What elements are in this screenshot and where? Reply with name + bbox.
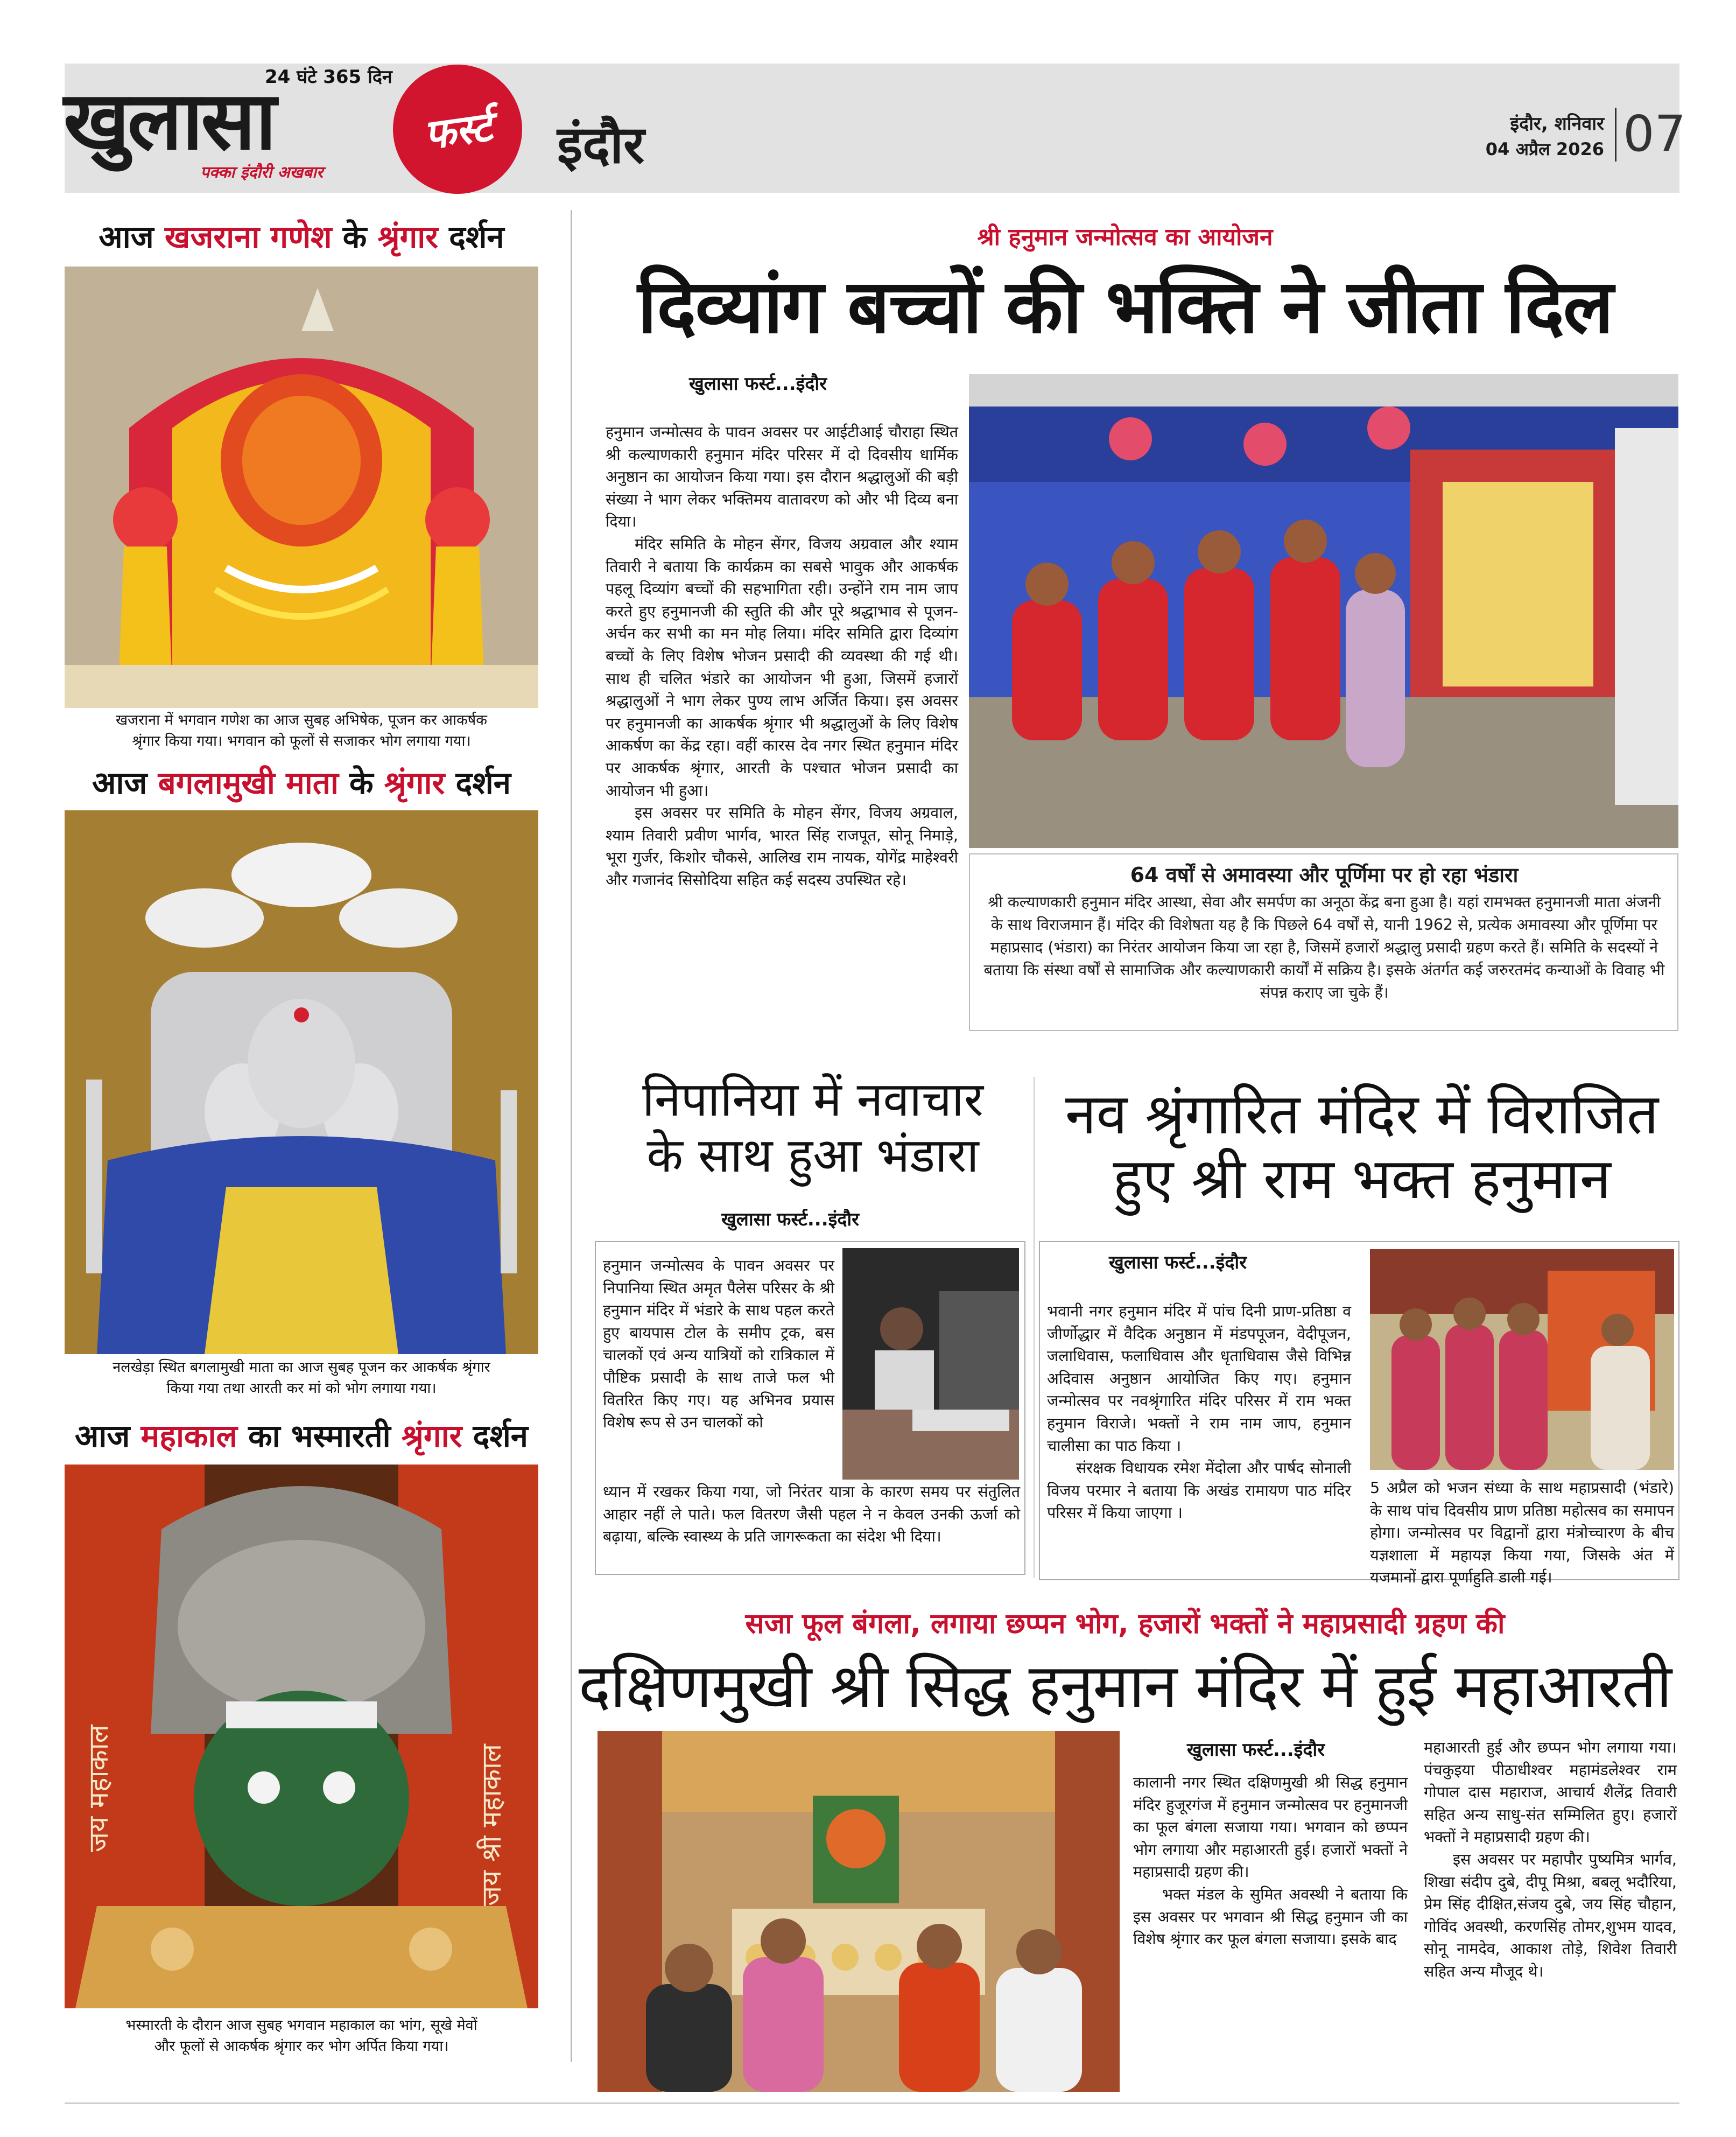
story4-photo (598, 1731, 1120, 2092)
newspaper-logo: खुलासा (64, 74, 275, 168)
khajrana-ganesh-photo (65, 267, 538, 708)
story4-paragraph: कालानी नगर स्थित दक्षिणमुखी श्री सिद्ध हनुमान मंदिर हुजूरगंज में हनुमान जन्मोत्सव पर हनुमानजी का फूल बंगला सजाया गया। भगवान को छप्पन भोग लगाया और महाआरती हुई। हजारों भक्तों ने महाप्रसादी ग्रहण की। (1133, 1773, 1408, 1881)
bottom-rule (65, 2103, 1679, 2104)
story1-body (606, 421, 958, 891)
story3-paragraph: भवानी नगर हनुमान मंदिर में पांच दिनी प्राण-प्रतिष्ठा व जीर्णोद्धार में वैदिक अनुष्ठान में मंडपपूजन, वेदीपूजन, जलाधिवास, फलाधिवास और धृताधिवास जैसे विभिन्न अदिवास अनुष्ठान आयोजित किए गए। हनुमान जन्मोत्सव पर नवश्रृंगारित मंदिर परिसर में राम भक्त हनुमान विराजे। भक्तों ने राम नाम जाप, हनुमान चालीसा का पाठ किया । (1047, 1302, 1351, 1455)
story4-headline: दक्षिणमुखी श्री सिद्ध हनुमान मंदिर में हुई महाआरती (578, 1651, 1672, 1721)
story3-body (1047, 1300, 1351, 1524)
story4-body-col2 (1424, 1736, 1677, 1983)
story3-byline: खुलासा फर्स्ट...इंदौर (1109, 1252, 1247, 1273)
page-number: 07 (1623, 105, 1686, 163)
story4-paragraph: महाआरती हुई और छप्पन भोग लगाया गया। पंचकुइया पीठाधीश्वर महामंडलेश्वर राम गोपाल दास महाराज, आचार्य शैलेंद्र तिवारी सहित अन्य साधु-संत सम्मिलित हुए। हजारों भक्तों ने महाप्रसादी ग्रहण की। (1424, 1738, 1677, 1846)
story3-headline: नव श्रृंगारित मंदिर में विराजित हुए श्री राम भक्त हनुमान (1065, 1081, 1659, 1211)
masthead-divider (1615, 108, 1616, 162)
masthead-tagline: 24 घंटे 365 दिन (265, 66, 392, 88)
mahakal-heading: आज महाकाल का भस्मारती श्रृंगार दर्शन (74, 1418, 528, 1454)
edition-date: 04 अप्रैल 2026 (1485, 139, 1604, 159)
edition-city: इंदौर (557, 115, 645, 175)
newspaper-subtitle: पक्का इंदौरी अखबार (200, 163, 324, 182)
story1-paragraph: मंदिर समिति के मोहन सेंगर, विजय अग्रवाल और श्याम तिवारी ने बताया कि कार्यक्रम का सबसे भावुक और आकर्षक पहलू दिव्यांग बच्चों की सहभागिता रही। उन्होंने राम नाम जाप करते हुए हनुमानजी की स्तुति की और पूरे श्रद्धाभाव से पूजन-अर्चन कर सभी का मन मोह लिया। मंदिर समिति द्वारा दिव्यांग बच्चों के लिए विशेष भोजन प्रसादी की व्यवस्था की गई थी। साथ ही चलित भंडारे का आयोजन भी हुआ, जिसमें हजारों श्रद्धालुओं ने भाग लेकर पुण्य लाभ अर्जित किया। इस अवसर पर हनुमानजी का आकर्षक श्रृंगार भी श्रद्धालुओं के लिए विशेष आकर्षण का केंद्र रहा। वहीं कारस देव नगर स्थित हनुमान मंदिर पर आकर्षक श्रृंगार, आरती के पश्चात भोजन प्रसादी का आयोजन भी हुआ। (606, 534, 958, 800)
mahakal-caption: भस्मारती के दौरान आज सुबह भगवान महाकाल का भांग, सूखे मेवों और फूलों से आकर्षक श्रृंगार कर भोग अर्पित किया गया। (125, 2017, 477, 2055)
logo-badge (393, 65, 522, 194)
story3-paragraph: संरक्षक विधायक रमेश मेंदोला और पार्षद सोनाली विजय परमार ने बताया कि अखंड रामायण पाठ मंदिर परिसर में किया जाएगा । (1047, 1459, 1351, 1522)
baglamukhi-heading: आज बगलामुखी माता के श्रृंगार दर्शन (92, 765, 511, 801)
story2-byline: खुलासा फर्स्ट...इंदौर (721, 1209, 860, 1230)
story1-sub-heading: 64 वर्षों से अमावस्या और पूर्णिमा पर हो रहा भंडारा (1130, 863, 1519, 887)
khajrana-heading: आज खजराना गणेश के श्रृंगार दर्शन (99, 219, 504, 255)
baglamukhi-mata-photo (65, 810, 538, 1354)
story3-photo (1370, 1249, 1674, 1470)
story4-byline: खुलासा फर्स्ट...इंदौर (1187, 1739, 1325, 1761)
story3-body-right: 5 अप्रैल को भजन संध्या के साथ महाप्रसादी (भंडारे) के साथ पांच दिवसीय प्राण प्रतिष्ठा महोत्सव का समापन होगा। जन्मोत्सव पर विद्वानों द्वारा मंत्रोच्चारण के बीच यज्ञशाला में महायज्ञ किया गया, जिसके अंत में यजमानों द्वारा पूर्णाहुति डाली गई। (1370, 1479, 1674, 1587)
logo-badge-text: फर्स्ट (420, 102, 495, 159)
story4-kicker: सजा फूल बंगला, लगाया छप्पन भोग, हजारों भक्तों ने महाप्रसादी ग्रहण की (745, 1608, 1505, 1640)
mahakal-photo (65, 1465, 538, 2008)
story4-paragraph: इस अवसर पर महापौर पुष्यमित्र भार्गव, शिखा संदीप दुबे, दीपू मिश्रा, बबलू भदौरिया, प्रेम सिंह दीक्षित,संजय दुबे, जय सिंह चौहान, गोविंद अवस्थी, करणसिंह तोमर,शुभम यादव, सोनू नामदेव, आकाश तोड़े, शिवेश तिवारी सहित अन्य मौजूद थे। (1424, 1849, 1677, 1980)
story2-headline: निपानिया में नवाचार के साथ हुआ भंडारा (642, 1071, 983, 1183)
story1-paragraph: हनुमान जन्मोत्सव के पावन अवसर पर आईटीआई चौराहा स्थित श्री कल्याणकारी हनुमान मंदिर परिसर में दो दिवसीय धार्मिक अनुष्ठान का आयोजन किया गया। इस दौरान श्रद्धालुओं की बड़ी संख्या ने भाग लेकर भक्तिमय वातावरण को और भी दिव्य बना दिया। (606, 423, 958, 531)
story2-divider (1034, 1077, 1035, 1578)
story1-photo (969, 374, 1678, 848)
story1-byline: खुलासा फर्स्ट...इंदौर (689, 373, 827, 395)
column-divider (571, 210, 572, 2062)
khajrana-caption: खजराना में भगवान गणेश का आज सुबह अभिषेक, पूजन कर आकर्षक श्रृंगार किया गया। भगवान को फूलों से सजाकर भोग लगाया गया। (115, 712, 488, 750)
story1-kicker: श्री हनुमान जन्मोत्सव का आयोजन (977, 223, 1273, 251)
story1-headline: दिव्यांग बच्चों की भक्ति ने जीता दिल (637, 263, 1613, 350)
story2-body-short: हनुमान जन्मोत्सव के पावन अवसर पर निपानिया स्थित अमृत पैलेस परिसर के श्री हनुमान मंदिर में भंडारे के साथ पहल करते हुए बायपास टोल के समीप ट्रक, बस चालकों एवं अन्य यात्रियों को रात्रिकाल में पौष्टिक प्रसादी के साथ ताजे फल भी वितरित किए गए। यह अभिनव प्रयास विशेष रूप से उन चालकों को (603, 1256, 834, 1432)
baglamukhi-caption: नलखेड़ा स्थित बगलामुखी माता का आज सुबह पूजन कर आकर्षक श्रृंगार किया गया तथा आरती कर मां को भोग लगाया गया। (113, 1359, 490, 1397)
story1-paragraph: इस अवसर पर समिति के मोहन सेंगर, विजय अग्रवाल, श्याम तिवारी प्रवीण भार्गव, भारत सिंह राजपूत, सोनू निमाड़े, भूरा गुर्जर, किशोर चौकसे, आलिख राम नायक, योगेंद्र माहेश्वरी और गजानंद सिसोदिया सहित कई सदस्य उपस्थित रहे। (606, 803, 958, 889)
mahakal-photo-text-right: जय श्री महाकाल (476, 1744, 507, 1906)
story2-photo (842, 1248, 1019, 1480)
story1-sidebar-text: श्री कल्याणकारी हनुमान मंदिर आस्था, सेवा और समर्पण का अनूठा केंद्र बना हुआ है। यहां रामभक्त हनुमानजी माता अंजनी के साथ विराजमान हैं। मंदिर की विशेषता यह है कि पिछले 64 वर्षों से, यानी 1962 से, प्रत्येक अमावस्या और पूर्णिमा पर महाप्रसाद (भंडारा) का निरंतर आयोजन किया जा रहा है, जिसमें हजारों श्रद्धालु प्रसादी ग्रहण करते हैं। समिति के सदस्यों ने बताया कि संस्था वर्षों से सामाजिक और कल्याणकारी कार्यों में सक्रिय है। इसके अंतर्गत कई जरुरतमंद कन्याओं के विवाह भी संपन्न कराए जा चुके हैं। (983, 893, 1665, 1001)
edition-day: इंदौर, शनिवार (1510, 113, 1604, 135)
story4-paragraph: भक्त मंडल के सुमित अवस्थी ने बताया कि इस अवसर पर भगवान श्री सिद्ध हनुमान जी का विशेष श्रृंगार कर फूल बंगला सजाया। इसके बाद (1133, 1884, 1408, 1949)
story2-body-full: ध्यान में रखकर किया गया, जो निरंतर यात्रा के कारण समय पर संतुलित आहार नहीं ले पाते। फल वितरण जैसी पहल ने न केवल उनकी ऊर्जा को बढ़ाया, बल्कि स्वास्थ्य के प्रति जागरूकता का संदेश भी दिया। (603, 1482, 1020, 1546)
mahakal-photo-text-left: जय महाकाल (83, 1725, 114, 1852)
story4-body-col1 (1133, 1771, 1408, 1951)
